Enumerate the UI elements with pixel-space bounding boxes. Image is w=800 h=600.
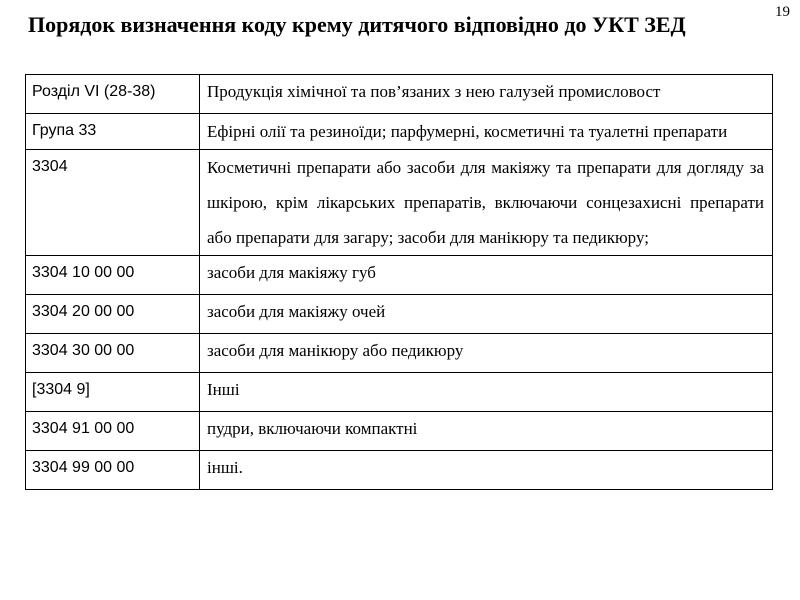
table-row bbox=[26, 412, 773, 451]
description-cell: засоби для макіяжу очей bbox=[200, 295, 773, 334]
code-cell: 3304 20 00 00 bbox=[26, 295, 200, 334]
code-cell: 3304 99 00 00 bbox=[26, 451, 200, 490]
code-cell: Розділ VI (28-38) bbox=[26, 75, 200, 114]
code-cell: [3304 9] bbox=[26, 373, 200, 412]
code-cell: Група 33 bbox=[26, 114, 200, 150]
description-cell: пудри, включаючи компактні bbox=[200, 412, 773, 451]
description-cell: Інші bbox=[200, 373, 773, 412]
table-row bbox=[26, 334, 773, 373]
code-cell: 3304 10 00 00 bbox=[26, 256, 200, 295]
description-cell: Ефірні олії та резиноїди; парфумерні, косметичні та туалетні препарати bbox=[200, 114, 773, 150]
code-cell: 3304 30 00 00 bbox=[26, 334, 200, 373]
description-cell: Продукція хімічної та пов’язаних з нею галузей промисловост bbox=[200, 75, 773, 114]
table-row bbox=[26, 295, 773, 334]
description-cell: засоби для макіяжу губ bbox=[200, 256, 773, 295]
table-row bbox=[26, 150, 773, 256]
page-number: 19 bbox=[775, 4, 790, 20]
description-cell: засоби для манікюру або педикюру bbox=[200, 334, 773, 373]
table-row bbox=[26, 75, 773, 114]
table-row bbox=[26, 373, 773, 412]
page-title: Порядок визначення коду крему дитячого відповідно до УКТ ЗЕД bbox=[28, 12, 686, 37]
table-row bbox=[26, 256, 773, 295]
table-row bbox=[26, 451, 773, 490]
customs-code-table bbox=[25, 74, 773, 490]
description-cell: інші. bbox=[200, 451, 773, 490]
code-cell: 3304 bbox=[26, 150, 200, 256]
description-cell: Косметичні препарати або засоби для макіяжу та препарати для догляду за шкірою, крім лікарських препаратів, включаючи сонцезахисні препарати або препарати для загару; засоби для манікюру та педикюру; bbox=[200, 150, 773, 256]
code-cell: 3304 91 00 00 bbox=[26, 412, 200, 451]
table-row bbox=[26, 114, 773, 150]
